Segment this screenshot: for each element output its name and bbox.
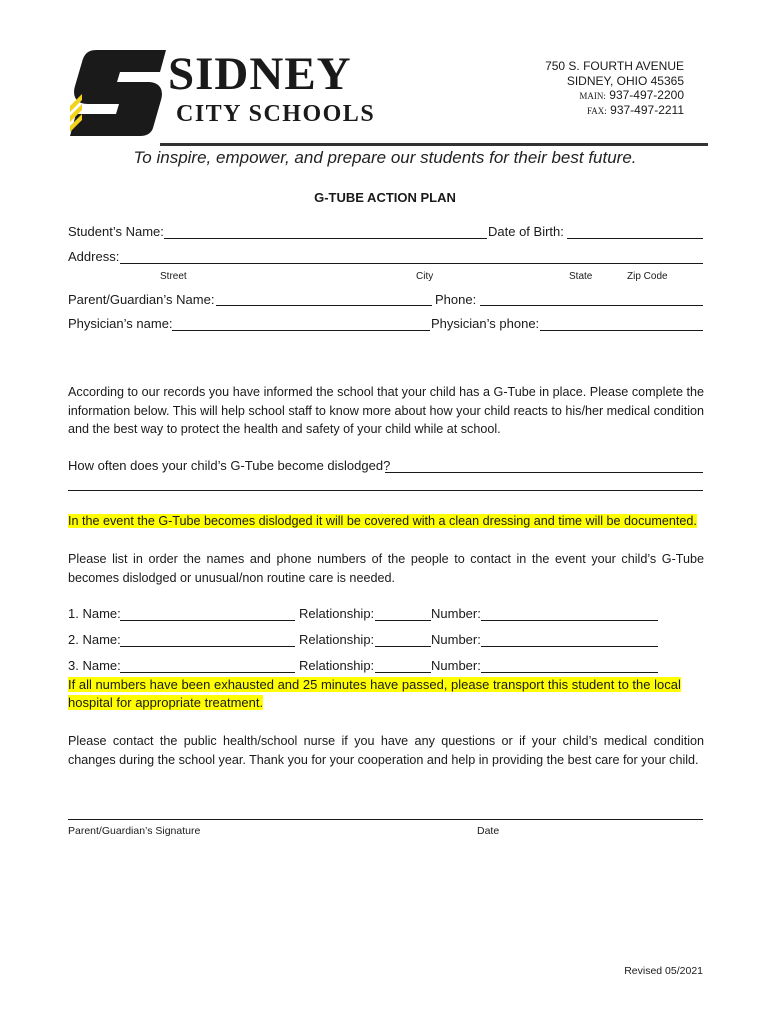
- dislodge-question: How often does your child’s G-Tube become dislodged?: [68, 458, 391, 473]
- main-phone-label: MAIN:: [579, 91, 606, 101]
- phone-label: Phone:: [435, 292, 477, 307]
- address-line-2: SIDNEY, OHIO 45365: [566, 74, 684, 88]
- date-label: Date: [477, 825, 500, 837]
- fax-label: FAX:: [586, 106, 607, 116]
- contact-name-label: 2. Name:: [68, 632, 121, 647]
- city-caption: City: [416, 271, 434, 282]
- contact-number-label: Number:: [431, 606, 481, 621]
- contact-relationship-label: Relationship:: [299, 606, 375, 621]
- contact-relationship-label: Relationship:: [299, 658, 375, 673]
- dislodge-note-row: [68, 513, 697, 529]
- exhausted-note-line-1: If all numbers have been exhausted and 25 minutes have passed, please transport this student to the local: [68, 677, 681, 692]
- exhausted-note-line-2-row: [68, 695, 263, 711]
- exhausted-note-line-1-row: [68, 677, 681, 693]
- sidney-logo-icon: [68, 46, 168, 138]
- contact-name-field[interactable]: [120, 620, 295, 621]
- main-phone-line: [579, 88, 684, 103]
- contact-name-field[interactable]: [120, 672, 295, 673]
- motto: To inspire, empower, and prepare our students for their best future.: [133, 148, 637, 167]
- contact-number-field[interactable]: [481, 646, 658, 647]
- intro-paragraph: According to our records you have informed the school that your child has a G-Tube in place. Please complete the information below. This will help school staff to know more about how your child reacts to his/her medical condition and the best way to protect the health and safety of your child while at school.: [68, 385, 704, 436]
- signature-label: Parent/Guardian’s Signature: [68, 825, 201, 837]
- exhausted-note-line-2: hospital for appropriate treatment.: [68, 695, 264, 710]
- contact-number-field[interactable]: [481, 672, 658, 673]
- fax-phone: 937-497-2211: [610, 103, 684, 117]
- parent-name-label: Parent/Guardian’s Name:: [68, 292, 215, 307]
- student-name-field[interactable]: [164, 238, 487, 239]
- contact-relationship-field[interactable]: [375, 672, 431, 673]
- header-rule: [160, 143, 708, 146]
- contact-number-label: Number:: [431, 658, 481, 673]
- dislodge-answer-field-2[interactable]: [68, 490, 703, 491]
- dob-label: Date of Birth:: [488, 224, 564, 239]
- phone-field[interactable]: [480, 305, 703, 306]
- contact-relationship-field[interactable]: [375, 646, 431, 647]
- revised-date: Revised 05/2021: [624, 965, 703, 977]
- contact-number-label: Number:: [431, 632, 481, 647]
- brand-name: SIDNEY: [168, 48, 352, 100]
- brand-subtitle: CITY SCHOOLS: [176, 101, 376, 127]
- physician-name-label: Physician’s name:: [68, 316, 173, 331]
- contact-relationship-label: Relationship:: [299, 632, 375, 647]
- contact-nurse-paragraph: Please contact the public health/school nurse if you have any questions or if your child’s medical condition changes during the school year. Thank you for your cooperation and help in providing the best care for your child.: [68, 734, 704, 767]
- state-caption: State: [569, 271, 593, 282]
- contact-relationship-field[interactable]: [375, 620, 431, 621]
- address-line-1: 750 S. FOURTH AVENUE: [545, 59, 684, 73]
- contact-number-field[interactable]: [481, 620, 658, 621]
- physician-phone-label: Physician’s phone:: [431, 316, 540, 331]
- street-caption: Street: [160, 271, 187, 282]
- address-field[interactable]: [120, 263, 703, 264]
- student-name-label: Student’s Name:: [68, 224, 164, 239]
- dislodge-note: In the event the G-Tube becomes dislodged it will be covered with a clean dressing and time will be documented.: [68, 514, 697, 528]
- physician-name-field[interactable]: [172, 330, 430, 331]
- form-title: G-TUBE ACTION PLAN: [314, 190, 456, 205]
- parent-name-field[interactable]: [216, 305, 432, 306]
- main-phone: 937-497-2200: [609, 88, 684, 102]
- contact-name-label: 1. Name:: [68, 606, 121, 621]
- dislodge-answer-field[interactable]: [385, 472, 703, 473]
- dob-field[interactable]: [567, 238, 703, 239]
- contacts-intro: Please list in order the names and phone numbers of the people to contact in the event your child’s G-Tube becomes dislodged or unusual/non routine care is needed.: [68, 552, 704, 585]
- signature-line[interactable]: [68, 819, 703, 820]
- contact-name-field[interactable]: [120, 646, 295, 647]
- physician-phone-field[interactable]: [540, 330, 703, 331]
- zip-caption: Zip Code: [627, 271, 668, 282]
- address-label: Address:: [68, 249, 120, 264]
- contact-name-label: 3. Name:: [68, 658, 121, 673]
- fax-line: [587, 103, 684, 118]
